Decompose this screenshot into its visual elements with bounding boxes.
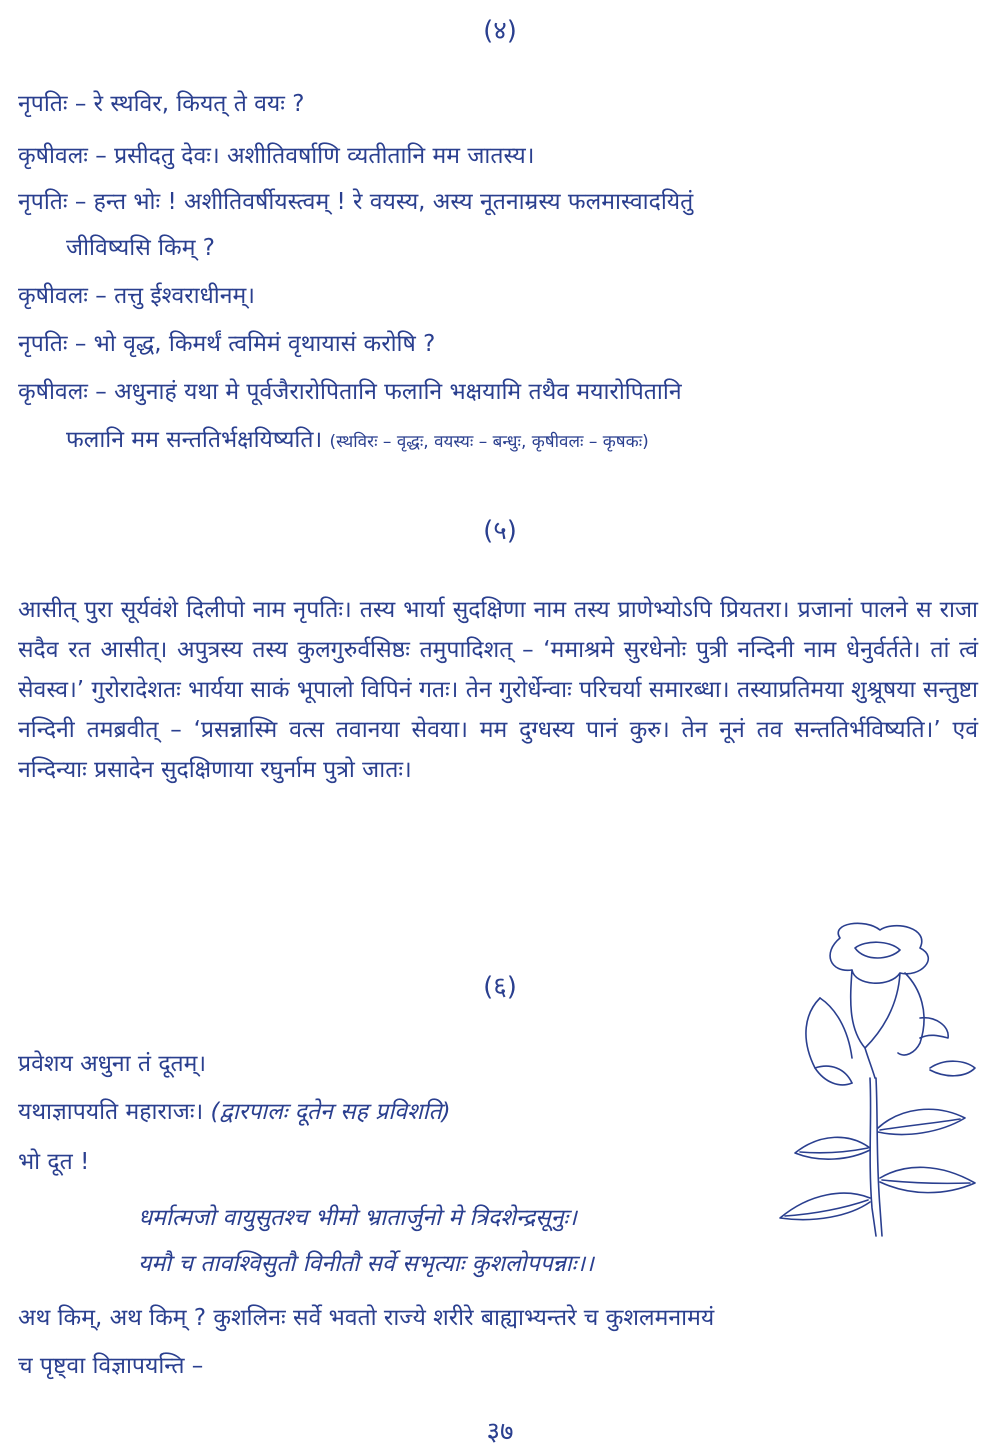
stage-direction: (द्वारपालः दूतेन सह प्रविशति) (210, 1099, 451, 1125)
dialogue-text: यथाज्ञापयति महाराजः। (18, 1099, 204, 1125)
section-6-number: (६) (483, 972, 517, 1002)
dialogue-line: जीविष्यसि किम् ? (66, 235, 215, 261)
dialogue-line: अथ किम्, अथ किम् ? कुशलिनः सर्वे भवतो राज्ये शरीरे बाह्याभ्यन्तरे च कुशलमनामयं (18, 1305, 715, 1331)
gloss-note: (स्थविरः – वृद्धः, वयस्यः – बन्धुः, कृषीवलः – कृषकः) (329, 432, 649, 452)
dialogue-line: प्रवेशय अधुना तं दूतम्। (18, 1051, 207, 1077)
dialogue-line: च पृष्ट्वा विज्ञापयन्ति – (18, 1353, 204, 1379)
section-4-number: (४) (483, 16, 517, 46)
dialogue-line: भो दूत ! (18, 1149, 90, 1175)
page-number: ३७ (486, 1417, 514, 1447)
dialogue-text: फलानि मम सन्ततिर्भक्षयिष्यति। (66, 427, 323, 453)
flower-illustration (770, 918, 985, 1243)
dialogue-line-with-gloss (66, 424, 649, 458)
dialogue-line (18, 1096, 451, 1128)
dialogue-line: कृषीवलः – तत्तु ईश्वराधीनम्। (18, 283, 255, 309)
section-5-number: (५) (483, 516, 517, 546)
dialogue-line: कृषीवलः – प्रसीदतु देवः। अशीतिवर्षाणि व्यतीतानि मम जातस्य। (18, 143, 535, 169)
dialogue-line: नृपतिः – भो वृद्ध, किमर्थं त्वमिमं वृथायासं करोषि ? (18, 331, 436, 357)
verse-line: यमौ च तावश्विसुतौ विनीतौ सर्वे सभृत्याः कुशलोपपन्नाः।। (138, 1251, 594, 1277)
dialogue-line: नृपतिः – रे स्थविर, कियत् ते वयः ? (18, 91, 305, 117)
verse-line: धर्मात्मजो वायुसुतश्च भीमो भ्रातार्जुनो मे त्रिदशेन्द्रसूनुः। (138, 1205, 577, 1231)
dialogue-line: नृपतिः – हन्त भोः ! अशीतिवर्षीयस्त्वम् ! रे वयस्य, अस्य नूतनाम्रस्य फलमास्वादयितुं (18, 189, 694, 215)
story-paragraph: आसीत् पुरा सूर्यवंशे दिलीपो नाम नृपतिः। तस्य भार्या सुदक्षिणा नाम तस्य प्राणेभ्योऽपि प्रियतरा। प्रजानां पालने स राजा सदैव रत आसीत्। अपुत्रस्य तस्य कुलगुरुर्वसिष्ठः तमुपादिशत् – ‘ममाश्रमे सुरधेनोः पुत्री नन्दिनी नाम धेनुर्वर्तते। तां त्वं सेवस्व।’ गुरोरादेशतः भार्यया साकं भूपालो विपिनं गतः। तेन गुरोर्धेन्वाः परिचर्या समारब्धा। तस्याप्रतिमया शुश्रूषया सन्तुष्टा नन्दिनी तमब्रवीत् – ‘प्रसन्नास्मि वत्स तवानया सेवया। मम दुग्धस्य पानं कुरु। तेन नूनं तव सन्ततिर्भविष्यति।’ एवं नन्दिन्याः प्रसादेन सुदक्षिणाया रघुर्नाम पुत्रो जातः। (18, 597, 978, 783)
dialogue-line: कृषीवलः – अधुनाहं यथा मे पूर्वजैरारोपितानि फलानि भक्षयामि तथैव मयारोपितानि (18, 379, 682, 405)
